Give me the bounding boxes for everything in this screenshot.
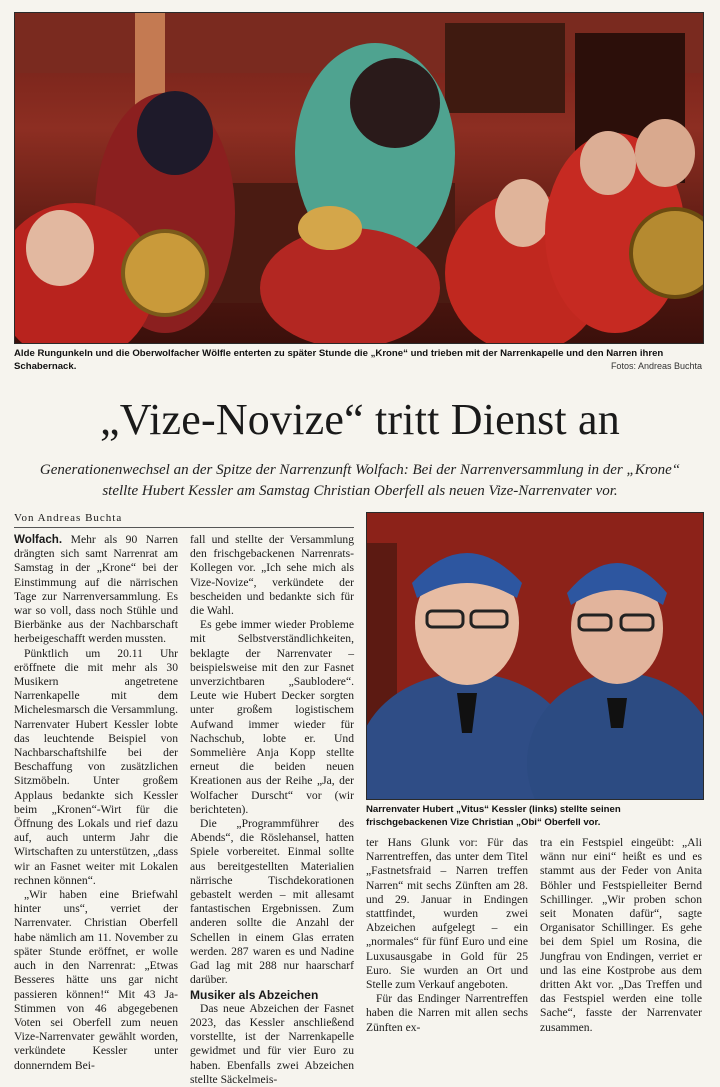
paragraph: fall und stellte der Versammlung den frischgebackenen Narrenrats-Kollegen vor. „Ich sehe mich als Vize-Novize“, verkündete der bescheiden und bedankte sich für die Wahl. [190,533,354,618]
portrait-photo [366,512,704,800]
byline-rule [14,527,354,528]
paragraph: Das neue Abzeichen der Fasnet 2023, das Kessler anschließend vorstellte, ist der Narrenkapelle gewidmet und für vier Euro zu haben. Ebenfalls zwei Abzeichen stellte Säckelmeis- [190,1001,354,1086]
paragraph: Pünktlich um 20.11 Uhr eröffnete die mit mehr als 30 Musikern angetretene Narrenkapelle mit dem Michelesmarsch die Versammlung. Narrenvater Hubert Kessler lobte das leuchtende Beispiel von Nachbarschaftshilfe bei der Beschaffung von zusätzlichen Sitzmöbeln. Unter großem Applaus bedankte sich Kessler beim „Kronen“-Wirt für die Öffnung des Lokals und rief dazu auf, auch unterm Jahr die Wirtschaften zu unterstützen, „dass wir an Fasnet weiter mit Lokalen rechnen können“. [14,646,178,887]
carnival-band-photo [15,13,703,343]
two-men-photo [367,513,703,799]
paragraph: ter Hans Glunk vor: Für das Narrentreffen, das unter dem Titel „Fastnetsfraid – Narren treffen Narren“ mit sechs Zünften am 28. und 29. Januar in Endingen stattfindet, wurden zwei Abzeichen aufgelegt – ein „normales“ für fünf Euro und eine Luxusausgabe in Gold für 25 Euro. Sie wurden an Ort und Stelle zum Verkauf angeboten. [366,836,528,992]
headline: „Vize-Novize“ tritt Dienst an [100,395,620,444]
article-column-3 [366,836,528,1035]
byline: Von Andreas Buchta [14,512,123,524]
dateline: Wolfach. [14,533,63,546]
section-subtitle: Musiker als Abzeichen [190,987,319,1002]
article-column-2 [190,533,354,1087]
paragraph: Die „Programmführer des Abends“, die Röslehansel, hatten Spiele vorbereitet. Einmal sollte aus bereitgestellten Materialien närrische Tischdekorationen gebastelt werden – mit allesamt fantastischen Ergebnissen. Zum anderen sollte die Anzahl der Schellen in einem Glas erraten werden. 287 waren es und Nadine Gad lag mit 288 nur haarscharf darüber. [190,817,354,987]
article-column-1 [14,533,178,1073]
photo-caption: Alde Rungunkeln und die Oberwolfacher Wölfle enterten zu später Stunde die „Krone“ und trieben mit der Narrenkapelle und den Narren ihren Schabernack. [14,348,664,372]
paragraph: Es gebe immer wieder Probleme mit Selbstverständlichkeiten, beklagte der Narrenvater – beispielsweise mit den zur Fasnet unverzichtbaren „Saublodere“. Leute wie Hubert Decker sorgten unter großem logistischem Aufwand immer wieder für Nachschub, lobte er. Und Sommelière Anja Kopp stellte erneut die beiden neuen Kreationen aus der Reihe „Ja, der Wolfacher Durscht“ vor (wir berichteten). [190,618,354,816]
portrait-caption: Narrenvater Hubert „Vitus“ Kessler (links) stellte seinen frischgebackenen Vize Christian „Obi“ Oberfell vor. [366,804,621,828]
paragraph: Für das Endinger Narrentreffen haben die Narren mit allen sechs Zünften ex- [366,992,528,1034]
paragraph: tra ein Festspiel eingeübt: „Ali wänn nur eini“ heißt es und es stammt aus der Feder von Anita Böhler und Festspielleiter Bernd Schillinger. „Wir proben schon seit Monaten dafür“, sagte Organisator Schillinger. Es gehe bei dem Spiel um Rosina, die Jungfrau von Endingen, verriet er und las eine Kostprobe aus dem dritten Akt vor. „Das Treffen und das Festspiel werden eine tolle Sache“, fasste der Narrenvater zusammen. [540,836,702,1034]
top-photo [14,12,704,344]
photo-credit: Fotos: Andreas Buchta [610,361,702,371]
subheadline: Generationenwechsel an der Spitze der Narrenzunft Wolfach: Bei der Narrenversammlung in der „Krone“ stellte Hubert Kessler am Samstag Christian Oberfell als neuen Vize-Narrenvater vor. [39,462,681,499]
paragraph: Wolfach. Mehr als 90 Narren drängten sich samt Narrenrat am Samstag in der „Krone“ bei der Einstimmung auf die närrischen Tage zur Narrenversammlung. Es war so voll, dass noch Stühle und Bierbänke aus der Nachbarschaft herbeigeschafft werden mussten. [14,533,178,646]
article-column-4 [540,836,702,1035]
paragraph: „Wir haben eine Briefwahl hinter uns“, verriet der Narrenvater. Christian Oberfell habe nämlich am 11. November zu später Stunde eröffnet, er wolle auch in den Narrenrat: „Etwas Besseres hätte uns gar nicht passieren können!“ Mit 43 Ja-Stimmen von 46 abgegebenen Voten sei Oberfell zum neuen Vize-Narrenvater gewählt worden, verkündete Kessler unter donnerndem Bei- [14,888,178,1072]
